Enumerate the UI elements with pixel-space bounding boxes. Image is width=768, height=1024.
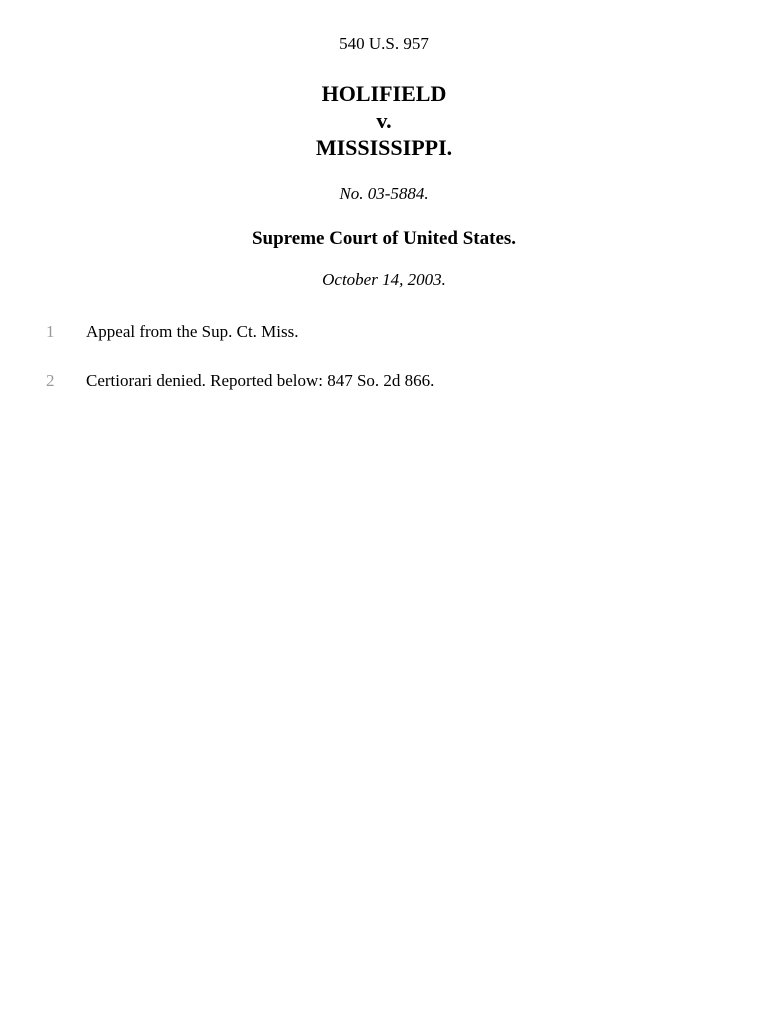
paragraph-number: 1 [46, 322, 55, 341]
paragraph-text: Appeal from the Sup. Ct. Miss. [86, 322, 299, 341]
docket-number: No. 03-5884. [339, 184, 429, 203]
case-citation: 540 U.S. 957 [339, 34, 429, 53]
respondent-name: MISSISSIPPI. [315, 135, 453, 160]
versus-label: v. [376, 108, 392, 133]
decision-date: October 14, 2003. [322, 270, 446, 289]
court-name: Supreme Court of United States. [251, 228, 517, 249]
paragraph-number: 2 [46, 371, 55, 390]
petitioner-name: HOLIFIELD [321, 81, 447, 106]
paragraph-text: Certiorari denied. Reported below: 847 So. 2d 866. [86, 371, 435, 390]
